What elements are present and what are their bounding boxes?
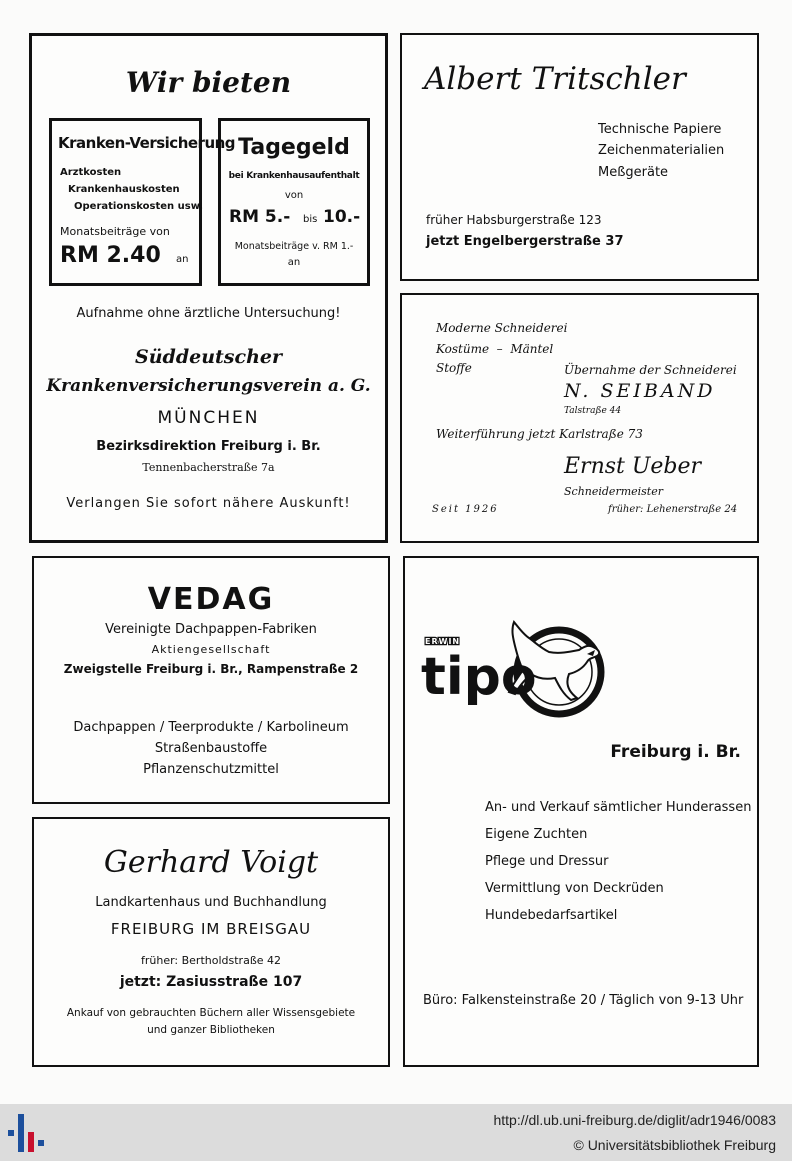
box2-title: Tagegeld bbox=[238, 135, 350, 160]
tailor-prev-owner: N. SEIBAND bbox=[564, 380, 716, 402]
tipo-service: Vermittlung von Deckrüden bbox=[485, 881, 664, 896]
tailor-line2: Kostüme – Mäntel bbox=[436, 342, 554, 356]
insurance-box-daily-allowance bbox=[218, 118, 370, 286]
footer-url[interactable]: http://dl.ub.uni-freiburg.de/diglit/adr1946/0083 bbox=[493, 1112, 776, 1128]
insurance-city: MÜNCHEN bbox=[157, 408, 260, 428]
tipo-service: Hundebedarfsartikel bbox=[485, 908, 618, 923]
box2-to: bis bbox=[303, 214, 318, 225]
tailor-since: Seit 1926 bbox=[432, 504, 499, 515]
tritschler-item: Meßgeräte bbox=[598, 165, 669, 180]
box1-contrib-label: Monatsbeiträge von bbox=[60, 225, 170, 238]
insurance-org-line1: Süddeutscher bbox=[135, 346, 282, 368]
insurance-org-line2: Krankenversicherungsverein a. G. bbox=[46, 376, 371, 396]
footer-copyright: © Universitätsbibliothek Freiburg bbox=[573, 1137, 776, 1153]
box2-subtitle: bei Krankenhausaufenthalt bbox=[228, 171, 360, 181]
ub-logo-bar bbox=[18, 1114, 24, 1152]
vedag-company-type: Aktiengesellschaft bbox=[151, 643, 271, 656]
insurance-cta: Verlangen Sie sofort nähere Auskunft! bbox=[66, 496, 351, 511]
ad-tipo bbox=[403, 556, 759, 1067]
voigt-desc: Landkartenhaus und Buchhandlung bbox=[95, 895, 327, 910]
tipo-service: Eigene Zuchten bbox=[485, 827, 588, 842]
ub-logo-bar bbox=[38, 1140, 44, 1146]
tipo-city: Freiburg i. Br. bbox=[610, 742, 741, 762]
tailor-former-address: früher: Lehenerstraße 24 bbox=[608, 504, 738, 515]
ad-tritschler bbox=[400, 33, 759, 281]
insurance-district: Bezirksdirektion Freiburg i. Br. bbox=[96, 439, 321, 454]
box1-price: RM 2.40 bbox=[60, 243, 161, 268]
tritschler-item: Zeichenmaterialien bbox=[598, 143, 725, 158]
tailor-owner-title: Schneidermeister bbox=[564, 485, 663, 498]
voigt-purchase-line1: Ankauf von gebrauchten Büchern aller Wissensgebiete bbox=[66, 1007, 356, 1019]
box1-item: Operationskosten usw. bbox=[74, 201, 204, 212]
vedag-name: VEDAG bbox=[147, 582, 275, 617]
tailor-line1: Moderne Schneiderei bbox=[436, 321, 568, 335]
vedag-product: Straßenbaustoffe bbox=[154, 741, 268, 756]
voigt-purchase-line2: und ganzer Bibliotheken bbox=[147, 1024, 275, 1036]
tipo-service: Pflege und Dressur bbox=[485, 854, 609, 869]
insurance-heading: Wir bieten bbox=[125, 66, 292, 99]
ub-logo-icon bbox=[8, 1112, 48, 1154]
tailor-prev-address: Talstraße 44 bbox=[564, 406, 622, 416]
vedag-full-name: Vereinigte Dachpappen-Fabriken bbox=[105, 622, 317, 637]
tailor-line3: Stoffe bbox=[436, 361, 472, 375]
tailor-owner: Ernst Ueber bbox=[564, 454, 702, 479]
insurance-address: Tennenbacherstraße 7a bbox=[142, 461, 275, 474]
insurance-box-health bbox=[49, 118, 236, 286]
tailor-takeover: Übernahme der Schneiderei bbox=[564, 363, 737, 377]
vedag-product: Dachpappen / Teerprodukte / Karbolineum bbox=[73, 720, 349, 735]
tipo-service: An- und Verkauf sämtlicher Hunderassen bbox=[485, 800, 752, 815]
insurance-no-exam: Aufnahme ohne ärztliche Untersuchung! bbox=[76, 306, 341, 321]
box2-price-to: 10.- bbox=[323, 207, 361, 227]
ub-logo-bar bbox=[8, 1130, 14, 1136]
ad-tailor bbox=[400, 293, 759, 543]
footer-bar bbox=[0, 1104, 792, 1161]
voigt-name: Gerhard Voigt bbox=[103, 845, 319, 880]
tipo-logo-text: tipo bbox=[421, 647, 537, 707]
tritschler-name: Albert Tritschler bbox=[424, 61, 686, 97]
tritschler-current-address: jetzt Engelbergerstraße 37 bbox=[426, 234, 624, 249]
ad-vedag bbox=[32, 556, 390, 804]
tailor-continued: Weiterführung jetzt Karlstraße 73 bbox=[436, 427, 643, 441]
box2-from: von bbox=[284, 190, 304, 201]
voigt-city: FREIBURG IM BREISGAU bbox=[110, 920, 312, 938]
ad-voigt bbox=[32, 817, 390, 1067]
tipo-logo-small: ERWIN bbox=[425, 637, 461, 646]
tipo-logo bbox=[419, 614, 609, 724]
ad-insurance bbox=[29, 33, 388, 543]
box1-title: Kranken-Versicherung bbox=[58, 134, 236, 152]
box2-price-from: RM 5.- bbox=[229, 207, 291, 227]
vedag-product: Pflanzenschutzmittel bbox=[143, 762, 279, 777]
voigt-former-address: früher: Bertholdstraße 42 bbox=[140, 954, 282, 967]
box2-contrib-suffix: an bbox=[287, 257, 301, 268]
tritschler-former-address: früher Habsburgerstraße 123 bbox=[426, 213, 602, 227]
box1-item: Arztkosten bbox=[60, 167, 122, 178]
tipo-office: Büro: Falkensteinstraße 20 / Täglich von 9-13 Uhr bbox=[423, 993, 744, 1008]
box2-contrib-label: Monatsbeiträge v. RM 1.- bbox=[234, 241, 354, 252]
tipo-dog-circle-icon bbox=[419, 614, 609, 724]
tritschler-item: Technische Papiere bbox=[598, 122, 722, 137]
ub-logo-bar bbox=[28, 1132, 34, 1152]
box1-item: Krankenhauskosten bbox=[68, 184, 180, 195]
box1-price-suffix: an bbox=[176, 254, 189, 265]
voigt-current-address: jetzt: Zasiusstraße 107 bbox=[119, 974, 303, 990]
vedag-branch: Zweigstelle Freiburg i. Br., Rampenstraße 2 bbox=[63, 662, 359, 676]
